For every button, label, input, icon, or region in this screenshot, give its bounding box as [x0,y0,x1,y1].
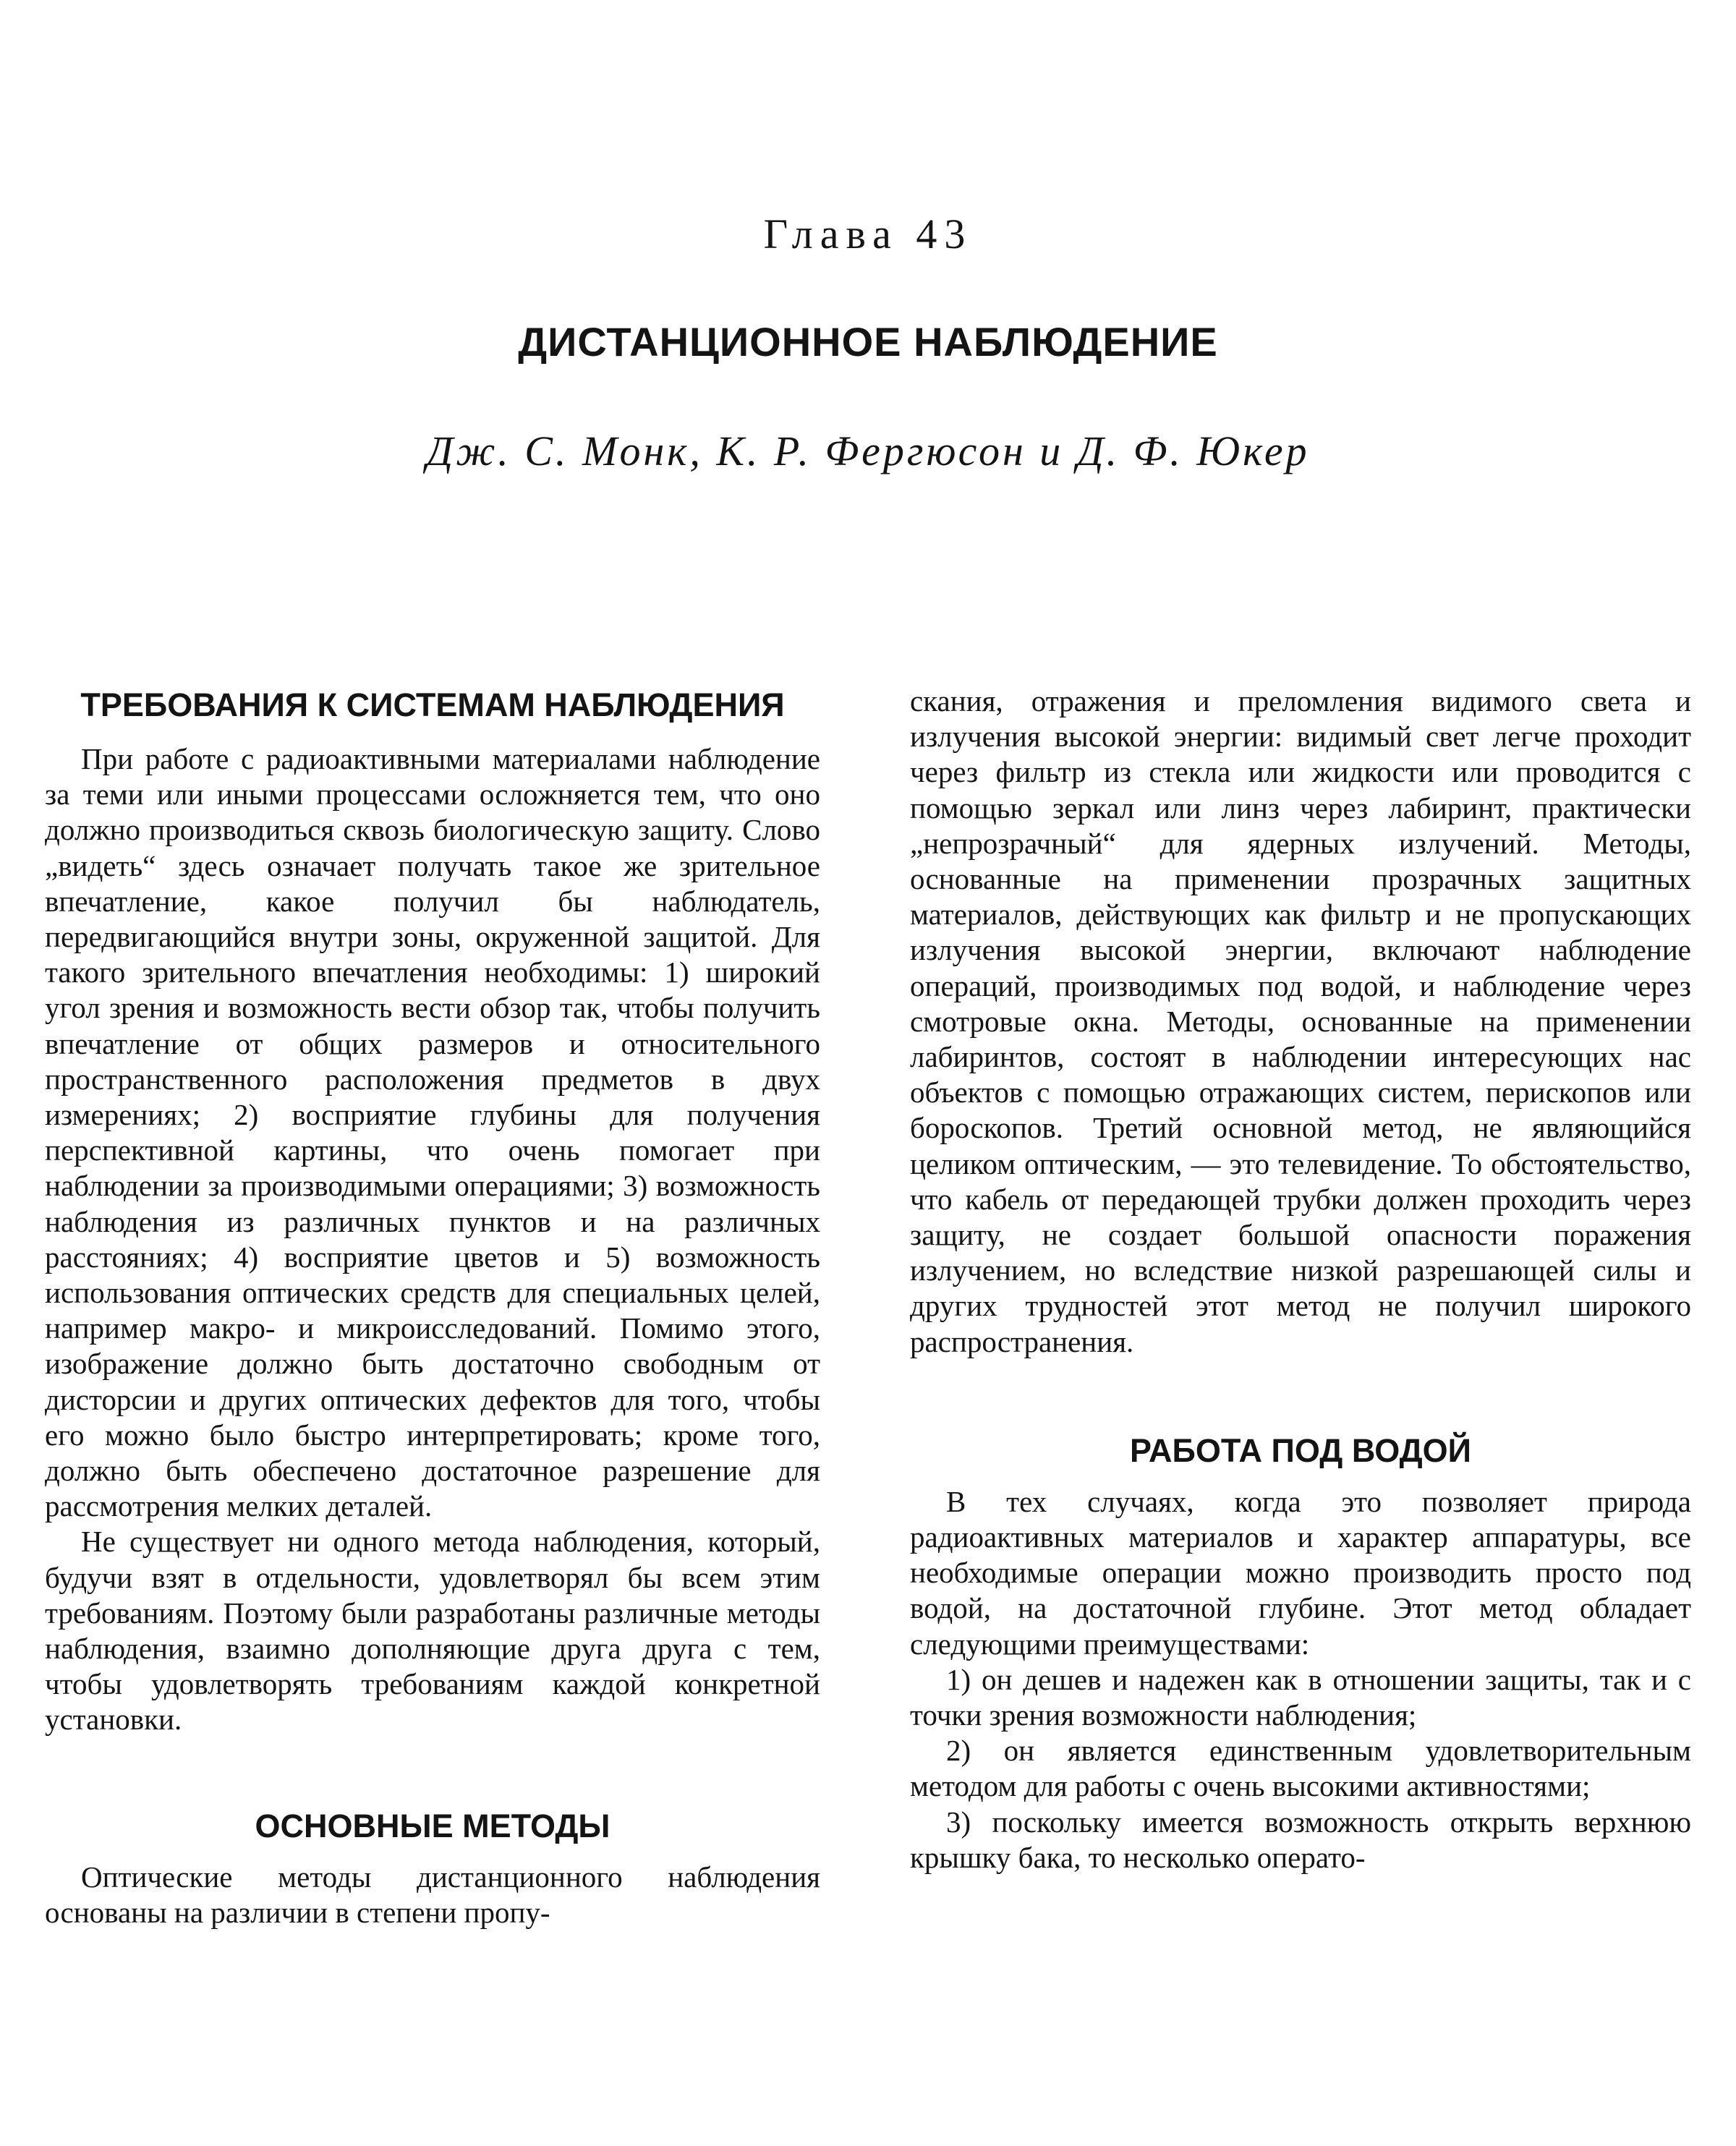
paragraph-no-single-method: Не существует ни одного метода наблюдения, который, будучи взят в отдельности, удовлетворял бы всем этим требованиям. Поэтому были разработаны различные методы наблюдения, взаимно дополняющие друга друга с тем, чтобы удовлетворять требованиям каждой конкретной установки. [45,1525,820,1737]
paragraph-requirements: При работе с радиоактивными материалами наблюдение за теми или иными процессами осложняется тем, что оно должно производиться сквозь биологическую защиту. Слово „видеть“ здесь означает получать такое же зрительное впечатление, какое получил бы наблюдатель, передвигающийся внутри зоны, окруженной защитой. Для такого зрительного впечатления необходимы: 1) широкий угол зрения и возможность вести обзор так, чтобы получить впечатление от общих размеров и относительного пространственного расположения предметов в двух измерениях; 2) восприятие глубины для получения перспективной картины, что очень помогает при наблюдении за производимыми операциями; 3) возможность наблюдения из различных пунктов и на различных расстояниях; 4) восприятие цветов и 5) возможность использования оптических средств для специальных целей, например макро- и микроисследований. Помимо этого, изображение должно быть достаточно свободным от дисторсии и других оптических дефектов для того, чтобы его можно было быстро интерпретировать; кроме того, должно быть обеспечено достаточное разрешение для рассмотрения мелких деталей. [45,742,820,1523]
list-item-advantage-2: 2) он является единственным удовлетворительным методом для работы с очень высокими активностями; [910,1734,1691,1803]
paragraph-optical-methods: Оптические методы дистанционного наблюдения основаны на различии в степени пропу- [45,1860,820,1929]
paragraph-optical-continued: скания, отражения и преломления видимого света и излучения высокой энергии: видимый свет легче проходит через фильтр из стекла или жидкости или проводится с помощью зеркал или линз через лабиринт, практически „непрозрачный“ для ядерных излучений. Методы, основанные на применении прозрачных защитных материалов, действующих как фильтр и не пропускающих излучения высокой энергии, включают наблюдение операций, производимых под водой, и наблюдение через смотровые окна. Методы, основанные на применении лабиринтов, состоят в наблюдении интересующих нас объектов с помощью отражающих систем, перископов или бороскопов. Третий основной метод, не являющийся целиком оптическим, — это телевидение. То обстоятельство, что кабель от передающей трубки должен проходить через защиту, не создает большой опасности поражения излучением, но вследствие низкой разрешающей силы и других трудностей этот метод не получил широкого распространения. [910,684,1691,1358]
section-heading-requirements: ТРЕБОВАНИЯ К СИСТЕМАМ НАБЛЮДЕНИЯ [80,686,785,723]
authors-line: Дж. С. Монк, К. Р. Фергюсон и Д. Ф. Юкер [426,427,1310,474]
right-column [910,684,1691,1875]
chapter-label: Глава 43 [763,210,973,257]
list-item-advantage-1: 1) он дешев и надежен как в отношении защиты, так и с точки зрения возможности наблюдения; [910,1662,1691,1732]
list-item-advantage-3: 3) поскольку имеется возможность открыть верхнюю крышку бака, то несколько операто- [910,1805,1691,1874]
chapter-title: ДИСТАНЦИОННОЕ НАБЛЮДЕНИЕ [518,319,1218,365]
section-heading-underwater: РАБОТА ПОД ВОДОЙ [1129,1431,1472,1469]
left-column [45,684,820,1930]
section-heading-basic-methods: ОСНОВНЫЕ МЕТОДЫ [255,1807,610,1844]
paragraph-underwater-intro: В тех случаях, когда это позволяет природа радиоактивных материалов и характер аппаратуры, все необходимые операции можно производить просто под водой, на достаточной глубине. Этот метод обладает следующими преимуществами: [910,1484,1691,1661]
